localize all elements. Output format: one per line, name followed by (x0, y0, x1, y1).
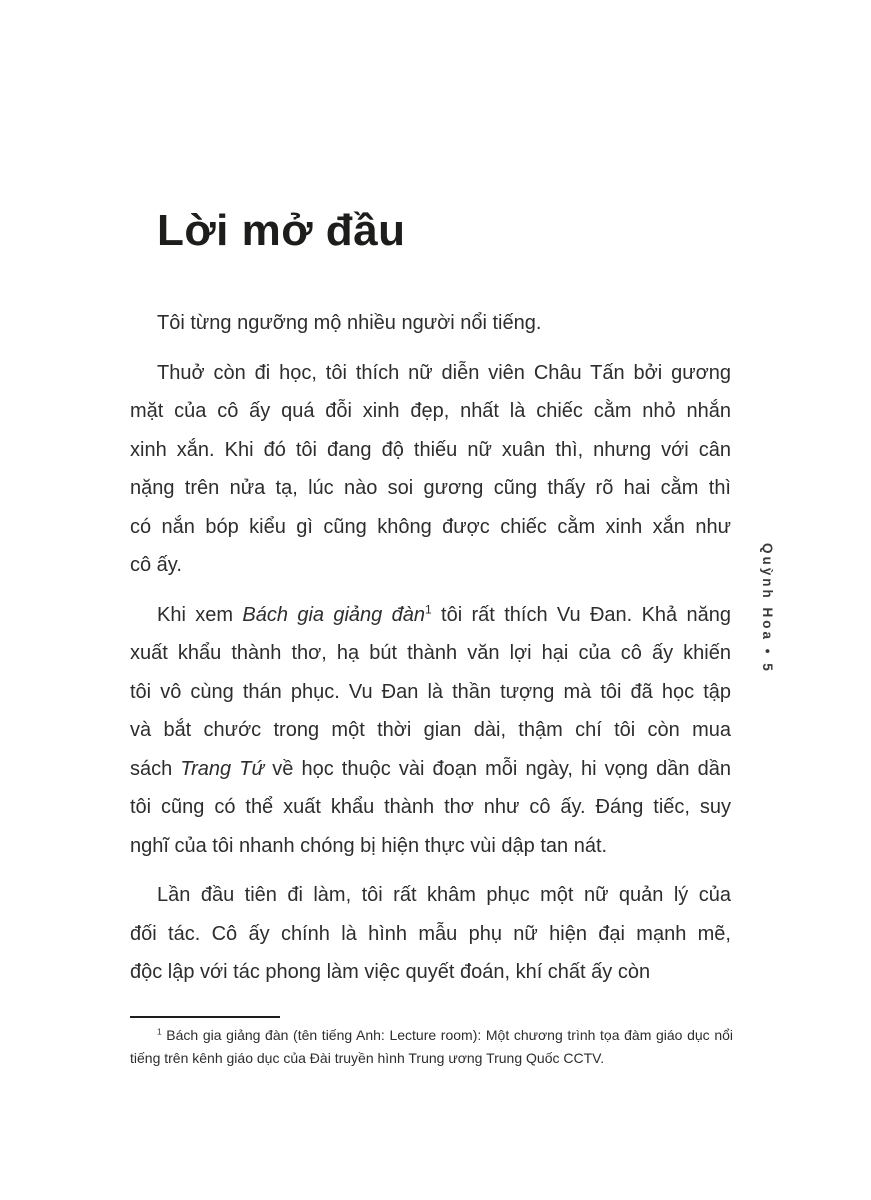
footnote-rule (130, 1016, 280, 1018)
page-title: Lời mở đầu (157, 206, 406, 256)
text-line (130, 431, 731, 470)
paragraph (130, 304, 731, 343)
paragraph (130, 596, 731, 866)
text-segment: đối tác. Cô ấy chính là hình mẫu phụ nữ hiện đại mạnh mẽ, (130, 922, 731, 945)
text-segment: mặt của cô ấy quá đỗi xinh đẹp, nhất là chiếc cằm nhỏ nhắn (130, 400, 731, 422)
text-line (130, 392, 731, 431)
text-segment: và bắt chước trong một thời gian dài, thậm chí tôi còn mua (130, 719, 731, 741)
text-line (130, 596, 731, 635)
text-segment: tiếng trên kênh giáo dục của Đài truyền hình Trung ương Trung Quốc CCTV. (130, 1050, 605, 1066)
text-segment: sách (130, 757, 181, 780)
text-segment: có nắn bóp kiểu gì cũng không được chiếc cằm xinh xắn như (130, 515, 731, 538)
text-segment: Thuở còn đi học, tôi thích nữ diễn viên Châu Tấn bởi gương (157, 361, 731, 384)
text-segment: nghĩ của tôi nhanh chóng bị hiện thực vùi dập tan nát. (130, 834, 608, 857)
text-line (130, 1024, 733, 1047)
text-line (130, 469, 731, 508)
text-segment: Tôi từng ngưỡng mộ nhiều người nổi tiếng. (157, 312, 542, 334)
text-segment: Bách gia giảng đàn (242, 603, 426, 626)
text-segment: tôi rất thích Vu Đan. Khả năng (431, 603, 731, 626)
text-line (130, 673, 731, 712)
text-segment: về học thuộc vài đoạn mỗi ngày, hi vọng dần dần (264, 757, 731, 780)
text-line (130, 508, 731, 547)
body-text (130, 304, 731, 1003)
page-edge-label: Quỳnh Hoa • 5 (760, 543, 775, 674)
text-line (130, 827, 731, 866)
text-segment: Trang Tứ (180, 757, 265, 780)
text-line (130, 711, 731, 750)
footnote-marker: 1 (425, 601, 432, 616)
text-line (130, 788, 731, 827)
text-segment: Bách gia giảng đàn (tên tiếng Anh: Lecture room): Một chương trình tọa đàm giáo dục nổi (161, 1027, 733, 1043)
text-segment: độc lập với tác phong làm việc quyết đoán, khí chất ấy còn (130, 961, 651, 983)
paragraph (130, 876, 731, 992)
text-segment: Lần đầu tiên đi làm, tôi rất khâm phục một nữ quản lý của (157, 884, 731, 906)
text-segment: xuất khẩu thành thơ, hạ bút thành văn lợi hại của cô ấy khiến (130, 642, 731, 664)
text-segment: Khi xem (157, 603, 243, 626)
text-segment: xinh xắn. Khi đó tôi đang độ thiếu nữ xuân thì, nhưng với cân (130, 438, 731, 461)
text-line (130, 750, 731, 789)
text-line (130, 1047, 733, 1070)
text-segment: tôi vô cùng thán phục. Vu Đan là thần tượng mà tôi đã học tập (130, 680, 731, 703)
text-line (130, 634, 731, 673)
text-segment: cô ấy. (130, 554, 182, 576)
paragraph (130, 354, 731, 585)
footnote-paragraph (130, 1024, 733, 1070)
text-line (130, 876, 731, 915)
footnote (130, 1024, 733, 1081)
text-line (130, 953, 731, 992)
text-segment: tôi cũng có thể xuất khẩu thành thơ như cô ấy. Đáng tiếc, suy (130, 796, 731, 818)
text-line (130, 304, 731, 343)
text-line (130, 354, 731, 393)
footnote-marker: 1 (157, 1026, 162, 1037)
text-segment: nặng trên nửa tạ, lúc nào soi gương cũng thấy rõ hai cằm thì (130, 477, 731, 499)
text-line (130, 915, 731, 954)
text-line (130, 546, 731, 585)
